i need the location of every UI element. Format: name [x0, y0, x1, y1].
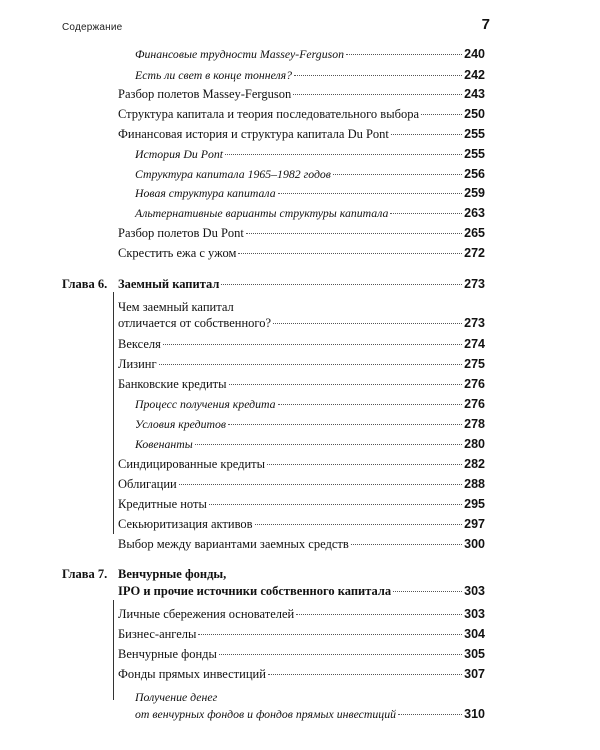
- toc-entry: Бизнес-ангелы 304: [118, 627, 485, 641]
- toc-entry: Разбор полетов Du Pont 265: [118, 226, 485, 240]
- chapter-label: Глава 6.: [62, 277, 108, 291]
- toc-entry: Новая структура капитала 259: [135, 186, 485, 200]
- toc-entry: Структура капитала 1965–1982 годов 256: [135, 167, 485, 181]
- toc-entry: Облигации 288: [118, 477, 485, 491]
- toc-entry: Векселя 274: [118, 337, 485, 351]
- toc-entry: Банковские кредиты 276: [118, 377, 485, 391]
- toc-entry: Кредитные ноты 295: [118, 497, 485, 511]
- chapter-divider-line: [113, 600, 114, 700]
- toc-entry: Структура капитала и теория последовательного выбора 250: [118, 107, 485, 121]
- toc-entry: Есть ли свет в конце тоннеля? 242: [135, 68, 485, 82]
- toc-entry: Выбор между вариантами заемных средств 300: [118, 537, 485, 551]
- toc-entry: Альтернативные варианты структуры капитала 263: [135, 206, 485, 220]
- toc-entry: Финансовая история и структура капитала Du Pont 255: [118, 127, 485, 141]
- chapter-title: IPO и прочие источники собственного капитала 303: [118, 584, 485, 598]
- toc-entry: Личные сбережения основателей 303: [118, 607, 485, 621]
- toc-entry: Ковенанты 280: [135, 437, 485, 451]
- chapter-title-line1: Венчурные фонды,: [118, 567, 227, 581]
- chapter-label: Глава 7.: [62, 567, 108, 581]
- chapter-divider-line: [113, 292, 114, 534]
- toc-entry: Синдицированные кредиты 282: [118, 457, 485, 471]
- toc-entry-line1: Получение денег: [135, 690, 218, 704]
- toc-entry: Скрестить ежа с ужом 272: [118, 246, 485, 260]
- toc-entry: от венчурных фондов и фондов прямых инвестиций 310: [135, 707, 485, 721]
- toc-entry: Финансовые трудности Massey-Ferguson 240: [135, 47, 485, 61]
- running-title: Содержание: [62, 22, 123, 33]
- toc-entry: Разбор полетов Massey-Ferguson 243: [118, 87, 485, 101]
- toc-entry: Секьюритизация активов 297: [118, 517, 485, 531]
- toc-entry: История Du Pont 255: [135, 147, 485, 161]
- toc-entry: Венчурные фонды 305: [118, 647, 485, 661]
- toc-entry-line1: Чем заемный капитал: [118, 300, 234, 314]
- toc-entry: Лизинг 275: [118, 357, 485, 371]
- toc-entry: Фонды прямых инвестиций 307: [118, 667, 485, 681]
- chapter-title: Заемный капитал 273: [118, 277, 485, 291]
- toc-entry: Процесс получения кредита 276: [135, 397, 485, 411]
- page-number: 7: [481, 16, 490, 33]
- toc-entry: Условия кредитов 278: [135, 417, 485, 431]
- toc-entry: отличается от собственного? 273: [118, 316, 485, 330]
